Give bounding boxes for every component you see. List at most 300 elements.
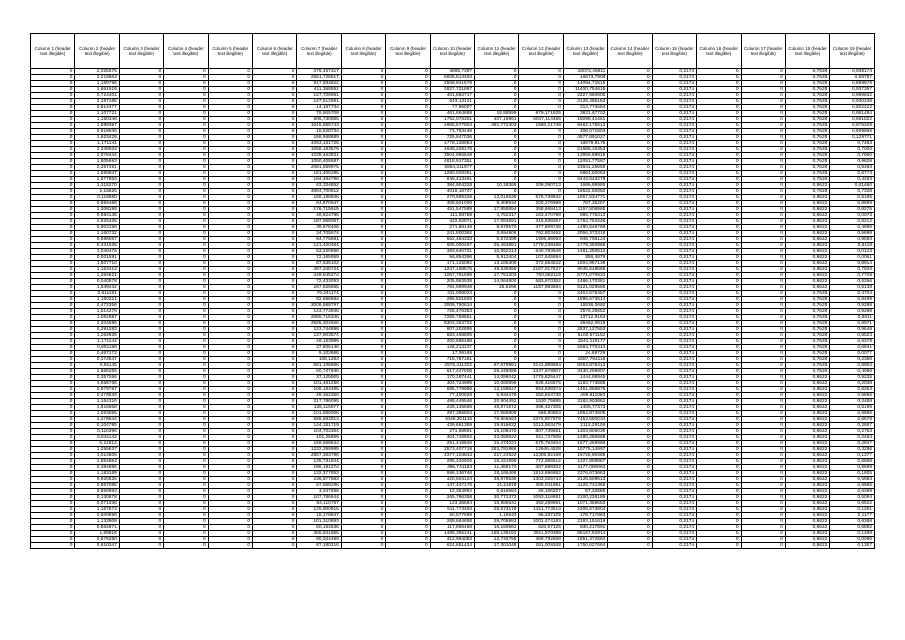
table-cell: 2827,721687 [430, 87, 474, 93]
table-cell: 0 [608, 351, 652, 357]
table-cell: 0 [253, 453, 297, 459]
table-cell: 87,180316 [297, 543, 341, 549]
table-cell: 0 [253, 75, 297, 81]
table-cell: 725,476353 [430, 309, 474, 315]
table-cell: 0 [386, 93, 430, 99]
table-cell: 24,69729 [563, 351, 607, 357]
table-cell: 1779,238488 [519, 243, 563, 249]
table-cell: 0,7003 [830, 147, 875, 153]
table-cell: 0,2174 [652, 381, 696, 387]
table-cell: 0 [697, 171, 741, 177]
table-cell: 396,427305 [519, 405, 563, 411]
table-cell: 0 [697, 387, 741, 393]
table-cell: 0 [164, 93, 208, 99]
table-cell: 15,528734 [297, 129, 341, 135]
table-cell: 0 [741, 273, 785, 279]
table-cell: 0,2174 [652, 171, 696, 177]
table-cell: 0,8499 [830, 297, 875, 303]
table-cell: 0 [608, 171, 652, 177]
table-cell: 0 [164, 201, 208, 207]
table-cell: 0 [253, 291, 297, 297]
table-cell: 0,5698 [830, 231, 875, 237]
table-cell: 10775,14897 [563, 447, 607, 453]
table-cell: 1,167573 [75, 507, 119, 513]
table-cell: 0 [697, 477, 741, 483]
table-cell: 0 [341, 447, 385, 453]
table-cell: 2193,151619 [563, 519, 607, 525]
table-cell: 0,2174 [652, 87, 696, 93]
table-cell: 0 [741, 177, 785, 183]
table-cell: 187,968067 [297, 219, 341, 225]
table-cell: 0 [608, 483, 652, 489]
table-cell: 176,715915 [297, 207, 341, 213]
table-cell: 0 [341, 495, 385, 501]
table-cell: 0,8275 [830, 207, 875, 213]
table-cell: 640,783546 [519, 249, 563, 255]
table-cell: 0 [341, 177, 385, 183]
table-cell: 0 [119, 507, 163, 513]
table-cell: 0 [386, 393, 430, 399]
table-cell: 0 [31, 363, 75, 369]
table-cell: 0,875328 [830, 123, 875, 129]
table-cell: 1444,66945 [563, 375, 607, 381]
table-cell: 0 [253, 513, 297, 519]
table-cell: 0 [697, 357, 741, 363]
table-cell: 0,357266 [75, 375, 119, 381]
table-cell: 1347,678807 [519, 369, 563, 375]
table-cell: 0 [608, 105, 652, 111]
table-cell: 0 [253, 171, 297, 177]
table-cell: 0 [208, 237, 252, 243]
table-cell: 1125,741366 [563, 483, 607, 489]
table-cell: 0 [608, 465, 652, 471]
table-cell: 0 [341, 159, 385, 165]
table-cell: 0 [608, 111, 652, 117]
table-cell: 0 [208, 357, 252, 363]
table-cell: 48,671572 [475, 405, 519, 411]
table-cell: 0,110396 [75, 429, 119, 435]
table-cell: 0 [31, 111, 75, 117]
table-cell: 16,169561 [475, 525, 519, 531]
table-cell: 946,758124 [563, 237, 607, 243]
table-cell: 0 [386, 369, 430, 375]
table-cell: 0 [608, 417, 652, 423]
table-cell: 1157,983684 [519, 285, 563, 291]
table-cell: 12946,4528 [519, 447, 563, 453]
table-cell: 0 [341, 75, 385, 81]
table-cell: 0,6369 [830, 489, 875, 495]
table-cell: 767,36207 [563, 201, 607, 207]
table-cell: 0 [386, 405, 430, 411]
table-cell: 0 [341, 225, 385, 231]
table-cell: 73,763446 [430, 129, 474, 135]
table-cell: 101,461258 [297, 381, 341, 387]
table-cell: 0 [208, 447, 252, 453]
table-cell: 0 [608, 201, 652, 207]
table-cell: 0 [341, 279, 385, 285]
table-cell: 48,624795 [297, 213, 341, 219]
table-cell: 0 [119, 495, 163, 501]
table-cell: 0 [697, 369, 741, 375]
table-cell: 0,0123 [830, 249, 875, 255]
table-cell: 0 [341, 333, 385, 339]
table-cell: 0 [608, 291, 652, 297]
table-cell: 0 [341, 69, 385, 75]
table-cell: 655,593013 [297, 417, 341, 423]
table-cell: 2306,673604 [563, 507, 607, 513]
table-cell: 2126,509613 [563, 477, 607, 483]
table-cell: 0 [697, 201, 741, 207]
table-cell: 0 [341, 321, 385, 327]
table-cell: 0 [386, 543, 430, 549]
table-cell: 0 [608, 477, 652, 483]
table-cell: 3006,750634 [430, 303, 474, 309]
table-cell: 511,773463 [430, 507, 474, 513]
table-cell: 3162,903661 [563, 399, 607, 405]
table-cell: 0 [475, 189, 519, 195]
table-cell: 0,8622 [785, 537, 829, 543]
table-cell: 0,8622 [785, 519, 829, 525]
table-cell: 0 [697, 375, 741, 381]
table-cell: 0 [119, 255, 163, 261]
table-cell: 0 [31, 351, 75, 357]
table-cell: 0 [164, 483, 208, 489]
table-cell: 0,7628 [785, 99, 829, 105]
table-cell: 0,9648 [830, 327, 875, 333]
table-cell: 0 [341, 99, 385, 105]
table-cell: 1013,563479 [519, 423, 563, 429]
table-cell: 0 [164, 75, 208, 81]
table-cell: 0 [208, 117, 252, 123]
table-cell: 0,2174 [652, 447, 696, 453]
table-cell: 0 [253, 303, 297, 309]
table-cell: 0 [697, 117, 741, 123]
table-cell: 0,071336 [75, 501, 119, 507]
table-cell: 0 [697, 501, 741, 507]
table-cell: 0 [208, 501, 252, 507]
table-cell: 0 [208, 267, 252, 273]
table-cell: 0 [208, 69, 252, 75]
table-cell: 725,847036 [430, 135, 474, 141]
table-cell: 0 [386, 99, 430, 105]
table-cell: 0 [341, 375, 385, 381]
table-cell: 2965,577803 [430, 123, 474, 129]
table-cell: 0 [697, 519, 741, 525]
table-cell: 0 [119, 501, 163, 507]
table-cell: 0 [208, 129, 252, 135]
table-cell: 0,600698 [75, 513, 119, 519]
table-cell: 0,2174 [652, 225, 696, 231]
table-cell: 0 [31, 183, 75, 189]
table-cell: 0,9288 [830, 309, 875, 315]
table-cell: 0 [31, 153, 75, 159]
table-cell: 0 [119, 417, 163, 423]
table-cell: 0 [341, 153, 385, 159]
table-cell: 0 [741, 237, 785, 243]
table-cell: 28,245086 [475, 369, 519, 375]
table-cell: 0 [253, 489, 297, 495]
table-cell: 0 [519, 357, 563, 363]
table-cell: 0,951484 [830, 111, 875, 117]
table-cell: 0 [697, 309, 741, 315]
table-cell: 0 [386, 255, 430, 261]
table-cell: 0 [208, 507, 252, 513]
table-cell: 0,8622 [785, 183, 829, 189]
table-cell: 0 [31, 423, 75, 429]
table-cell: 18,58599 [475, 111, 519, 117]
table-cell: 0,8622 [785, 213, 829, 219]
table-cell: 1,264925 [75, 333, 119, 339]
table-cell: 1,589947 [75, 171, 119, 177]
table-cell: 0 [475, 87, 519, 93]
table-cell: 0 [341, 129, 385, 135]
table-cell: 0 [341, 309, 385, 315]
table-cell: 0 [31, 447, 75, 453]
table-cell: 0,2174 [652, 441, 696, 447]
table-cell: 0 [253, 345, 297, 351]
table-cell: 0 [341, 339, 385, 345]
table-cell: 0 [119, 531, 163, 537]
table-cell: 0 [253, 147, 297, 153]
table-cell: 0 [208, 171, 252, 177]
table-cell: 879,171825 [519, 111, 563, 117]
table-cell: 0 [519, 345, 563, 351]
table-cell: 0 [208, 471, 252, 477]
table-cell: 0,8689 [830, 201, 875, 207]
table-cell: 0 [341, 345, 385, 351]
table-cell: 2551,726817 [297, 75, 341, 81]
table-cell: 0 [697, 327, 741, 333]
column-header: Column 18 (header text illegible) [785, 34, 829, 69]
table-cell: 0,01460 [830, 183, 875, 189]
table-cell: 0 [341, 261, 385, 267]
table-cell: 0 [31, 507, 75, 513]
table-cell: 0,7628 [785, 291, 829, 297]
table-cell: 0 [386, 333, 430, 339]
table-cell: 0 [341, 171, 385, 177]
table-cell: 0 [697, 423, 741, 429]
table-cell: 0 [386, 75, 430, 81]
table-cell: 0,7628 [785, 357, 829, 363]
table-cell: 0 [341, 243, 385, 249]
table-cell: 279,585326 [430, 195, 474, 201]
table-cell: 0 [386, 141, 430, 147]
table-cell: 0 [386, 273, 430, 279]
table-cell: 0 [608, 447, 652, 453]
table-cell: 0 [475, 315, 519, 321]
table-cell: 0 [164, 153, 208, 159]
table-cell: 0 [519, 291, 563, 297]
table-cell: 0 [386, 507, 430, 513]
table-cell: 0 [208, 351, 252, 357]
table-cell: 0 [31, 543, 75, 549]
table-cell: 0 [475, 81, 519, 87]
table-cell: 0,7628 [785, 111, 829, 117]
table-cell: 0 [741, 357, 785, 363]
table-cell: 0,7628 [785, 123, 829, 129]
table-cell: 21565,16353 [563, 147, 607, 153]
table-cell: 0,2174 [652, 303, 696, 309]
table-cell: 2,15625 [75, 189, 119, 195]
table-cell: 0 [386, 339, 430, 345]
table-cell: 2056,373318 [563, 231, 607, 237]
table-cell: 0,881158 [75, 345, 119, 351]
table-cell: 0 [119, 375, 163, 381]
table-cell: 0 [164, 147, 208, 153]
table-cell: 2100,236189 [563, 495, 607, 501]
table-cell: 0 [164, 543, 208, 549]
table-cell: 2404,576457 [563, 291, 607, 297]
table-cell: 0,2174 [652, 105, 696, 111]
table-cell: 0,2174 [652, 459, 696, 465]
table-cell: 0 [31, 87, 75, 93]
table-cell: 0,8622 [785, 489, 829, 495]
table-cell: 0 [475, 321, 519, 327]
table-cell: 0 [386, 249, 430, 255]
table-cell: 0,7628 [785, 345, 829, 351]
table-cell: 3006,588797 [297, 303, 341, 309]
table-cell: 0,7628 [785, 147, 829, 153]
table-cell: 0,684458 [75, 201, 119, 207]
table-cell: 0 [164, 387, 208, 393]
table-cell: 0 [164, 351, 208, 357]
table-cell: 0 [697, 93, 741, 99]
table-cell: 0 [741, 495, 785, 501]
table-cell: 0 [31, 129, 75, 135]
table-cell: 0 [341, 81, 385, 87]
table-cell: 0 [208, 75, 252, 81]
table-cell: 0 [341, 93, 385, 99]
table-cell: 0 [741, 477, 785, 483]
table-cell: 0 [253, 87, 297, 93]
table-cell: 0 [475, 291, 519, 297]
table-cell: 58167,92914 [563, 531, 607, 537]
table-cell: 0,2174 [652, 297, 696, 303]
table-cell: 0 [31, 297, 75, 303]
table-cell: 0 [386, 243, 430, 249]
table-cell: 57,568298 [297, 483, 341, 489]
table-cell: 0 [475, 141, 519, 147]
table-cell: 1,164316 [75, 399, 119, 405]
table-cell: 0 [741, 447, 785, 453]
table-cell: 117,856458 [430, 525, 474, 531]
table-cell: 0 [386, 291, 430, 297]
table-cell: 0 [697, 225, 741, 231]
table-cell: 928,416575 [519, 381, 563, 387]
table-cell: 0 [164, 339, 208, 345]
table-cell: 143,773948 [297, 309, 341, 315]
table-cell: 0,7628 [785, 105, 829, 111]
table-cell: 132,377853 [297, 471, 341, 477]
table-cell: 0 [741, 195, 785, 201]
table-cell: 0 [208, 429, 252, 435]
table-cell: 0 [341, 123, 385, 129]
table-cell: 5443,643278 [563, 177, 607, 183]
table-cell: 0,8622 [785, 273, 829, 279]
table-cell: 0,696067 [75, 237, 119, 243]
table-cell: 4019,16747 [430, 189, 474, 195]
table-cell: 0 [475, 333, 519, 339]
column-header: Column 1 (header text illegible) [31, 34, 75, 69]
table-cell: 0 [31, 285, 75, 291]
table-cell: 372,854642 [519, 261, 563, 267]
table-cell: 0 [741, 339, 785, 345]
table-cell: 0 [253, 531, 297, 537]
table-cell: 0 [741, 231, 785, 237]
table-cell: 0 [119, 279, 163, 285]
table-cell: 0 [341, 387, 385, 393]
table-cell: 0,3286 [830, 447, 875, 453]
table-cell: 0 [697, 411, 741, 417]
table-cell: 0 [31, 471, 75, 477]
table-cell: 0 [341, 429, 385, 435]
table-cell: 0 [119, 201, 163, 207]
table-cell: 0 [253, 81, 297, 87]
table-cell: 30,771373 [475, 495, 519, 501]
table-cell: 0,2174 [652, 261, 696, 267]
table-cell: 0,2174 [652, 291, 696, 297]
table-cell: 0 [253, 231, 297, 237]
table-cell: 0 [341, 303, 385, 309]
table-cell: 0 [119, 105, 163, 111]
table-cell: 1657,534771 [563, 195, 607, 201]
table-cell: 0 [31, 387, 75, 393]
table-cell: 0 [697, 249, 741, 255]
table-cell: 9462,176613 [563, 123, 607, 129]
table-cell: 0 [119, 453, 163, 459]
table-cell: 0 [208, 369, 252, 375]
table-cell: 0 [519, 81, 563, 87]
table-cell: 1906,86093 [519, 237, 563, 243]
table-cell: 0 [253, 213, 297, 219]
table-cell: 461,664888 [430, 111, 474, 117]
table-cell: 4945,225176 [430, 147, 474, 153]
table-cell: 0 [341, 213, 385, 219]
table-cell: 0 [119, 387, 163, 393]
table-cell: 0,8963 [830, 363, 875, 369]
table-cell: 0,291283 [75, 327, 119, 333]
table-cell: 0 [697, 339, 741, 345]
table-cell: 0 [31, 501, 75, 507]
table-cell: 0 [253, 165, 297, 171]
table-cell: 0 [208, 135, 252, 141]
table-cell: 0 [164, 537, 208, 543]
table-cell: 0 [741, 105, 785, 111]
table-cell: 1049,301115 [430, 417, 474, 423]
table-cell: 0,7628 [785, 129, 829, 135]
table-cell: 0,2174 [652, 399, 696, 405]
table-cell: 0,2174 [652, 471, 696, 477]
table-cell: 0,8622 [785, 531, 829, 537]
table-cell: 0 [386, 387, 430, 393]
table-cell: 0 [386, 231, 430, 237]
table-cell: 0 [208, 207, 252, 213]
table-cell: 0,2038 [830, 381, 875, 387]
table-cell: 449,645274 [297, 273, 341, 279]
table-cell: 0 [253, 507, 297, 513]
table-cell: 0,8398 [830, 519, 875, 525]
column-header: Column 10 (header text illegible) [430, 34, 474, 69]
table-cell: 1,062887 [75, 315, 119, 321]
table-cell: 21,11978 [475, 483, 519, 489]
table-cell: 4577,891027 [563, 135, 607, 141]
table-cell: 0,8622 [785, 459, 829, 465]
table-cell: 17,751203 [475, 273, 519, 279]
table-cell: 49,352359 [297, 393, 341, 399]
table-cell: 0,2174 [652, 153, 696, 159]
table-cell: 0,2398 [830, 357, 875, 363]
table-cell: 0 [741, 153, 785, 159]
